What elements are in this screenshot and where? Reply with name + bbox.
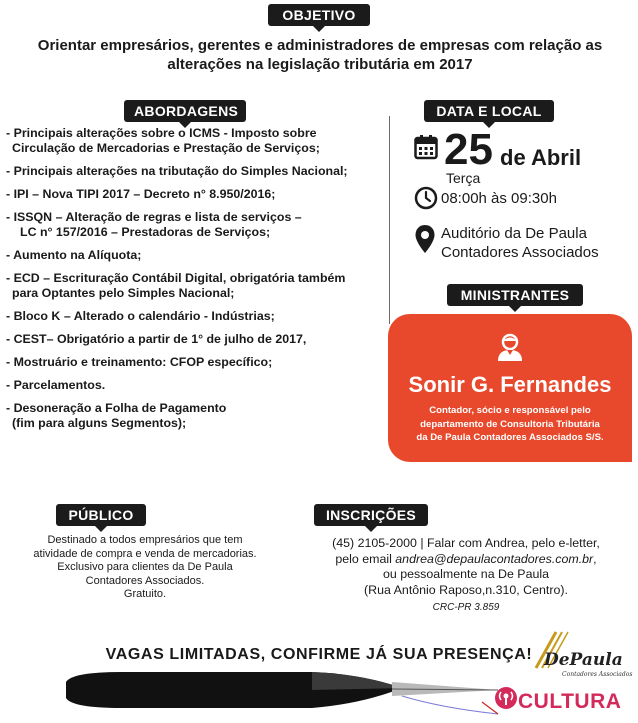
- cultura-logo: CULTURA: [518, 690, 622, 713]
- list-item: [6, 309, 386, 324]
- list-item: [6, 210, 386, 240]
- inscricoes-line: (45) 2105-2000 | Falar com Andrea, pelo e-letter,: [332, 536, 600, 550]
- list-item: [6, 126, 386, 156]
- publico-line: atividade de compra e venda de mercadorias.: [33, 547, 257, 560]
- list-item-line: - IPI – Nova TIPI 2017 – Decreto n° 8.950/2016;: [6, 187, 276, 201]
- list-item-line: - Principais alterações sobre o ICMS - Imposto sobre: [6, 126, 317, 140]
- speaker-description: [394, 404, 626, 445]
- list-item-line: - Parcelamentos.: [6, 378, 106, 392]
- inscricoes-line: (Rua Antônio Raposo,n.310, Centro).: [364, 582, 568, 597]
- list-item-line: LC n° 157/2016 – Prestadoras de Serviços;: [20, 225, 271, 239]
- abordagens-heading: ABORDAGENS: [124, 100, 246, 122]
- list-item-line: Circulação de Mercadorias e Prestação de Serviços;: [12, 141, 320, 155]
- location-pin-icon: [414, 224, 436, 259]
- list-item: [6, 332, 386, 347]
- list-item-line: - ISSQN – Alteração de regras e lista de serviços –: [6, 210, 302, 224]
- inscricoes-heading: INSCRIÇÕES: [314, 504, 428, 526]
- data-local-heading: DATA E LOCAL: [424, 100, 554, 122]
- list-item-line: (fim para alguns Segmentos);: [12, 416, 187, 430]
- abordagens-list: [6, 126, 386, 439]
- speaker-card: [388, 314, 632, 462]
- crc-number: CRC-PR 3.859: [432, 602, 500, 613]
- company-logo: DePaula: [544, 650, 623, 670]
- person-icon: [496, 332, 524, 367]
- email-link[interactable]: andrea@depaulacontadores.com.br: [395, 551, 594, 566]
- email-suffix: ,: [593, 551, 597, 566]
- list-item-line: - CEST– Obrigatório a partir de 1° de julho de 2017,: [6, 332, 307, 346]
- list-item: [6, 355, 386, 370]
- speaker-name: Sonir G. Fernandes: [408, 372, 612, 397]
- list-item-line: - Bloco K – Alterado o calendário - Indústrias;: [6, 309, 275, 323]
- objetivo-text: [20, 36, 620, 74]
- list-item-line: - Aumento na Alíquota;: [6, 248, 142, 262]
- objetivo-line-2: alterações na legislação tributária em 2017: [167, 56, 473, 73]
- venue-line-1: Auditório da De Paula: [441, 225, 587, 242]
- inscricoes-text: [306, 536, 626, 616]
- company-logo-subtitle: Contadores Associados: [562, 671, 633, 678]
- event-month: de Abril: [500, 145, 582, 170]
- clock-icon: [414, 186, 438, 215]
- publico-line: Exclusivo para clientes da De Paula: [57, 561, 233, 573]
- calendar-icon: [414, 134, 438, 165]
- list-item: [6, 271, 386, 301]
- ministrantes-heading: MINISTRANTES: [447, 284, 583, 306]
- list-item-line: - Principais alterações na tributação do Simples Nacional;: [6, 164, 348, 178]
- vagas-banner: VAGAS LIMITADAS, CONFIRME JÁ SUA PRESENÇA!: [105, 646, 533, 663]
- publico-text: [20, 534, 270, 602]
- publico-line: Gratuito.: [123, 588, 167, 600]
- publico-heading: PÚBLICO: [56, 504, 146, 526]
- speaker-desc-line: departamento de Consultoria Tributária: [420, 418, 600, 430]
- email-prefix: pelo email: [335, 551, 396, 566]
- list-item: [6, 378, 386, 393]
- speaker-desc-line: da De Paula Contadores Associados S/S.: [416, 432, 604, 443]
- list-item-line: - ECD – Escrituração Contábil Digital, obrigatória também: [6, 271, 346, 285]
- venue-line-2: Contadores Associados: [441, 244, 599, 261]
- speaker-desc-line: Contador, sócio e responsável pelo: [429, 405, 591, 416]
- list-item: [6, 401, 386, 431]
- publico-line: Destinado a todos empresários que tem: [47, 534, 243, 546]
- objetivo-heading: OBJETIVO: [268, 4, 370, 26]
- fountain-pen-icon: [62, 668, 502, 723]
- list-item: [6, 187, 386, 202]
- vertical-divider: [389, 116, 390, 324]
- broadcast-icon: [494, 686, 518, 715]
- list-item: [6, 248, 386, 263]
- publico-line: Contadores Associados.: [85, 574, 205, 587]
- event-weekday: Terça: [446, 170, 481, 186]
- list-item-line: - Mostruário e treinamento: CFOP específico;: [6, 355, 273, 369]
- inscricoes-line: ou pessoalmente na De Paula: [382, 567, 549, 581]
- inscricoes-line: [306, 552, 626, 568]
- event-day: 25: [444, 125, 493, 174]
- event-hour: 08:00h às 09:30h: [441, 190, 557, 207]
- list-item-line: para Optantes pelo Simples Nacional;: [12, 286, 235, 300]
- event-venue: [441, 224, 599, 262]
- objetivo-line-1: Orientar empresários, gerentes e administradores de empresas com relação as: [37, 37, 603, 54]
- list-item: [6, 164, 386, 179]
- list-item-line: - Desoneração a Folha de Pagamento: [6, 401, 227, 415]
